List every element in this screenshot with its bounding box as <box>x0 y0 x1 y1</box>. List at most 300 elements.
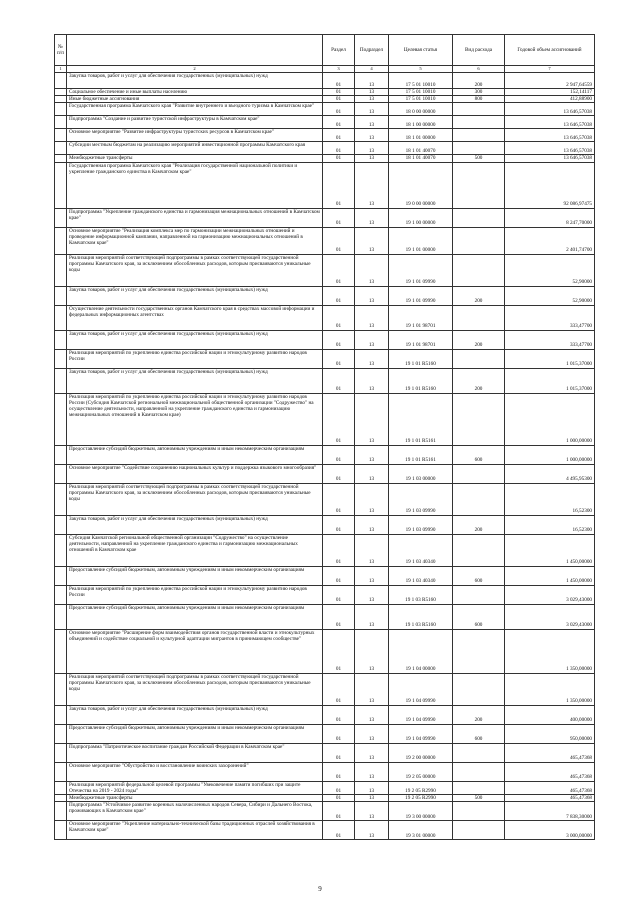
row-amount-cell: 3 029,43000 <box>505 604 595 629</box>
row-name-cell: Межбюджетные трансферты <box>67 795 323 802</box>
table-row <box>55 629 595 673</box>
row-podrazdel-cell: 13 <box>355 89 389 96</box>
row-expense-type-cell <box>453 227 505 254</box>
row-number-cell <box>55 142 67 155</box>
row-name-cell: Основное мероприятие "Укрепление материально-технической базы традиционных отраслей хозяйствования в Камчатском крае" <box>67 821 323 840</box>
row-podrazdel-cell: 13 <box>355 208 389 227</box>
row-podrazdel-cell: 13 <box>355 368 389 393</box>
row-target-article-cell: 19 1 03 40340 <box>389 534 453 566</box>
row-number-cell <box>55 821 67 840</box>
row-podrazdel-cell: 13 <box>355 305 389 330</box>
column-number: 5 <box>389 66 453 73</box>
row-amount-cell: 13 646,57038 <box>505 142 595 155</box>
row-name-cell: Реализация мероприятий соответствующей подпрограммы в рамках соответствующей государственной программы Камчатского края, за исключением обособленных расходов, которым присваиваются уникальные коды <box>67 254 323 286</box>
table-row <box>55 162 595 208</box>
table-row <box>55 116 595 129</box>
row-podrazdel-cell: 13 <box>355 673 389 705</box>
column-number: 3 <box>323 66 355 73</box>
row-name-cell: Закупка товаров, работ и услуг для обеспечения государственных (муниципальных) нужд <box>67 515 323 534</box>
row-amount-cell: 1 000,00000 <box>505 445 595 464</box>
row-razdel-cell: 01 <box>323 445 355 464</box>
row-name-cell: Основное мероприятие "Обустройство и восстановление воинских захоронений" <box>67 762 323 781</box>
row-amount-cell: 13 646,57038 <box>505 103 595 116</box>
budget-table <box>54 34 595 840</box>
row-number-cell <box>55 73 67 89</box>
row-target-article-cell: 19 1 03 00000 <box>389 464 453 483</box>
row-expense-type-cell <box>453 464 505 483</box>
row-number-cell <box>55 254 67 286</box>
budget-table-wrapper <box>54 34 594 840</box>
row-target-article-cell: 18 1 01 40070 <box>389 155 453 162</box>
row-expense-type-cell <box>453 629 505 673</box>
row-amount-cell: 412,88900 <box>505 96 595 103</box>
row-expense-type-cell <box>453 349 505 368</box>
row-podrazdel-cell: 13 <box>355 330 389 349</box>
row-razdel-cell: 01 <box>323 208 355 227</box>
row-podrazdel-cell: 13 <box>355 483 389 515</box>
row-podrazdel-cell: 13 <box>355 781 389 794</box>
row-number-cell <box>55 795 67 802</box>
row-number-cell <box>55 724 67 743</box>
row-razdel-cell: 01 <box>323 286 355 305</box>
table-row <box>55 286 595 305</box>
row-amount-cell: 333,47700 <box>505 330 595 349</box>
row-podrazdel-cell: 13 <box>355 73 389 89</box>
row-target-article-cell: 17 5 01 10010 <box>389 73 453 89</box>
table-row <box>55 464 595 483</box>
table-row <box>55 795 595 802</box>
table-row <box>55 129 595 142</box>
page-number: 9 <box>318 885 322 893</box>
row-number-cell <box>55 762 67 781</box>
row-target-article-cell: 19 1 01 00000 <box>389 227 453 254</box>
row-name-cell: Межбюджетные трансферты <box>67 155 323 162</box>
row-razdel-cell: 01 <box>323 705 355 724</box>
table-row <box>55 155 595 162</box>
header-expense-type: Вид расхода <box>453 35 505 66</box>
row-target-article-cell: 19 1 01 R5160 <box>389 368 453 393</box>
row-target-article-cell: 19 1 03 09990 <box>389 515 453 534</box>
row-amount-cell: 13 646,57038 <box>505 116 595 129</box>
row-amount-cell: 465,47368 <box>505 781 595 794</box>
column-number-row <box>55 66 595 73</box>
row-expense-type-cell: 800 <box>453 96 505 103</box>
row-expense-type-cell <box>453 534 505 566</box>
row-razdel-cell: 01 <box>323 254 355 286</box>
row-number-cell <box>55 802 67 821</box>
row-name-cell: Основное мероприятие "Реализация комплекса мер по гармонизации межнациональных отношений и проведение информационной кампании, направленной на гармонизацию межнациональных отношений в Камчатском крае" <box>67 227 323 254</box>
row-target-article-cell: 19 1 03 R5160 <box>389 585 453 604</box>
row-name-cell: Подпрограмма "Устойчивое развитие коренных малочисленных народов Севера, Сибири и Дальнего Востока, проживающих в Камчатском крае" <box>67 802 323 821</box>
row-amount-cell: 8 247,70000 <box>505 208 595 227</box>
row-number-cell <box>55 515 67 534</box>
row-amount-cell: 92 086,97475 <box>505 162 595 208</box>
table-row <box>55 254 595 286</box>
row-target-article-cell: 19 2 05 R2990 <box>389 781 453 794</box>
row-expense-type-cell <box>453 762 505 781</box>
row-amount-cell: 4 495,95300 <box>505 464 595 483</box>
table-row <box>55 208 595 227</box>
table-row <box>55 368 595 393</box>
row-name-cell: Предоставление субсидий бюджетным, автономным учреждениям и иным некоммерческим организациям <box>67 604 323 629</box>
row-razdel-cell: 01 <box>323 762 355 781</box>
row-number-cell <box>55 393 67 445</box>
row-amount-cell: 3 000,00000 <box>505 821 595 840</box>
row-target-article-cell: 19 1 04 09990 <box>389 673 453 705</box>
row-razdel-cell: 01 <box>323 604 355 629</box>
row-expense-type-cell <box>453 821 505 840</box>
column-number: 1 <box>55 66 67 73</box>
table-row <box>55 724 595 743</box>
table-row <box>55 349 595 368</box>
table-row <box>55 89 595 96</box>
row-podrazdel-cell: 13 <box>355 604 389 629</box>
row-razdel-cell: 01 <box>323 724 355 743</box>
row-amount-cell: 13 646,57038 <box>505 155 595 162</box>
row-podrazdel-cell: 13 <box>355 254 389 286</box>
table-row <box>55 566 595 585</box>
row-amount-cell: 7 838,30000 <box>505 802 595 821</box>
table-body <box>55 73 595 840</box>
row-podrazdel-cell: 13 <box>355 762 389 781</box>
row-razdel-cell: 01 <box>323 305 355 330</box>
row-target-article-cell: 19 1 01 R5160 <box>389 349 453 368</box>
table-header <box>55 35 595 73</box>
row-target-article-cell: 19 1 03 09990 <box>389 483 453 515</box>
row-podrazdel-cell: 13 <box>355 155 389 162</box>
row-razdel-cell: 01 <box>323 73 355 89</box>
column-number: 7 <box>505 66 595 73</box>
row-podrazdel-cell: 13 <box>355 349 389 368</box>
row-expense-type-cell: 600 <box>453 445 505 464</box>
row-razdel-cell: 01 <box>323 585 355 604</box>
table-row <box>55 705 595 724</box>
row-target-article-cell: 18 1 00 00000 <box>389 116 453 129</box>
row-target-article-cell: 19 1 04 09990 <box>389 705 453 724</box>
row-number-cell <box>55 743 67 762</box>
row-razdel-cell: 01 <box>323 483 355 515</box>
row-number-cell <box>55 585 67 604</box>
row-amount-cell: 3 029,43000 <box>505 585 595 604</box>
row-name-cell: Реализация мероприятий по укреплению единства российской нации и этнокультурному развитию народов России <box>67 585 323 604</box>
row-target-article-cell: 19 1 01 R5161 <box>389 445 453 464</box>
header-podrazdel: Подраздел <box>355 35 389 66</box>
row-razdel-cell: 01 <box>323 349 355 368</box>
row-target-article-cell: 18 1 01 00000 <box>389 129 453 142</box>
row-expense-type-cell <box>453 305 505 330</box>
row-amount-cell: 1 015,37000 <box>505 368 595 393</box>
table-row <box>55 821 595 840</box>
row-number-cell <box>55 330 67 349</box>
row-number-cell <box>55 103 67 116</box>
row-razdel-cell: 01 <box>323 103 355 116</box>
header-name <box>67 35 323 66</box>
row-expense-type-cell <box>453 393 505 445</box>
row-target-article-cell: 19 1 01 09990 <box>389 254 453 286</box>
row-amount-cell: 152,14117 <box>505 89 595 96</box>
row-expense-type-cell <box>453 743 505 762</box>
row-razdel-cell: 01 <box>323 802 355 821</box>
row-podrazdel-cell: 13 <box>355 802 389 821</box>
table-row <box>55 534 595 566</box>
row-number-cell <box>55 96 67 103</box>
row-target-article-cell: 19 2 05 00000 <box>389 762 453 781</box>
row-podrazdel-cell: 13 <box>355 566 389 585</box>
header-razdel: Раздел <box>323 35 355 66</box>
row-expense-type-cell: 300 <box>453 89 505 96</box>
row-expense-type-cell: 200 <box>453 73 505 89</box>
row-razdel-cell: 01 <box>323 142 355 155</box>
table-row <box>55 802 595 821</box>
row-podrazdel-cell: 13 <box>355 445 389 464</box>
row-amount-cell: 16,52300 <box>505 515 595 534</box>
row-expense-type-cell <box>453 142 505 155</box>
row-podrazdel-cell: 13 <box>355 464 389 483</box>
row-amount-cell: 1 350,00000 <box>505 673 595 705</box>
row-target-article-cell: 19 1 04 09990 <box>389 724 453 743</box>
row-razdel-cell: 01 <box>323 162 355 208</box>
row-amount-cell: 1 450,00000 <box>505 534 595 566</box>
row-amount-cell: 333,47700 <box>505 305 595 330</box>
row-podrazdel-cell: 13 <box>355 515 389 534</box>
row-podrazdel-cell: 13 <box>355 286 389 305</box>
row-podrazdel-cell: 13 <box>355 705 389 724</box>
row-name-cell: Основное мероприятие "Развитие инфраструктуры туристских ресурсов в Камчатском крае" <box>67 129 323 142</box>
row-number-cell <box>55 604 67 629</box>
row-expense-type-cell: 200 <box>453 515 505 534</box>
row-target-article-cell: 17 5 01 10010 <box>389 89 453 96</box>
row-name-cell: Реализация мероприятий по укреплению единства российской нации и этнокультурному развитию народов России (Субсидия Камчатской региональной межнациональной общественной организации "Содружество" на осуществление деятельности, направленной на укрепление гражданского единства и гармонизацию межнациональных отношений в Камчатском крае) <box>67 393 323 445</box>
row-expense-type-cell: 200 <box>453 286 505 305</box>
row-number-cell <box>55 208 67 227</box>
header-number: № п/п <box>55 35 67 66</box>
row-number-cell <box>55 483 67 515</box>
row-expense-type-cell <box>453 585 505 604</box>
row-target-article-cell: 19 1 01 98701 <box>389 330 453 349</box>
row-number-cell <box>55 227 67 254</box>
table-row <box>55 305 595 330</box>
row-expense-type-cell: 600 <box>453 604 505 629</box>
row-expense-type-cell: 200 <box>453 705 505 724</box>
row-amount-cell: 2 947,64559 <box>505 73 595 89</box>
row-amount-cell: 1 015,37000 <box>505 349 595 368</box>
column-number: 2 <box>67 66 323 73</box>
table-row <box>55 762 595 781</box>
row-podrazdel-cell: 13 <box>355 724 389 743</box>
table-row <box>55 515 595 534</box>
row-razdel-cell: 01 <box>323 673 355 705</box>
table-row <box>55 445 595 464</box>
row-target-article-cell: 19 1 00 00000 <box>389 208 453 227</box>
row-name-cell: Подпрограмма "Укрепление гражданского единства и гармонизация межнациональных отношений в Камчатском крае" <box>67 208 323 227</box>
row-target-article-cell: 19 1 01 R5161 <box>389 393 453 445</box>
table-row <box>55 330 595 349</box>
row-target-article-cell: 18 1 01 40070 <box>389 142 453 155</box>
row-podrazdel-cell: 13 <box>355 129 389 142</box>
row-target-article-cell: 19 0 00 00000 <box>389 162 453 208</box>
column-number: 6 <box>453 66 505 73</box>
column-number: 4 <box>355 66 389 73</box>
row-name-cell: Реализация мероприятий по укреплению единства российской нации и этнокультурному развитию народов России <box>67 349 323 368</box>
row-razdel-cell: 01 <box>323 155 355 162</box>
row-target-article-cell: 19 1 04 00000 <box>389 629 453 673</box>
row-podrazdel-cell: 13 <box>355 534 389 566</box>
row-expense-type-cell: 500 <box>453 155 505 162</box>
row-amount-cell: 1 000,00000 <box>505 393 595 445</box>
header-target-article: Целевая статья <box>389 35 453 66</box>
row-amount-cell: 13 646,57038 <box>505 129 595 142</box>
row-razdel-cell: 01 <box>323 629 355 673</box>
row-razdel-cell: 01 <box>323 330 355 349</box>
row-number-cell <box>55 286 67 305</box>
row-name-cell: Закупка товаров, работ и услуг для обеспечения государственных (муниципальных) нужд <box>67 73 323 89</box>
row-name-cell: Предоставление субсидий бюджетным, автономным учреждениям и иным некоммерческим организациям <box>67 724 323 743</box>
row-name-cell: Основное мероприятие "Содействие сохранению национальных культур и поддержка языкового многообразия" <box>67 464 323 483</box>
row-number-cell <box>55 705 67 724</box>
row-razdel-cell: 01 <box>323 368 355 393</box>
row-expense-type-cell <box>453 254 505 286</box>
row-razdel-cell: 01 <box>323 464 355 483</box>
row-name-cell: Основное мероприятие "Расширение форм взаимодействия органов государственной власти и этнокультурных объединений и содействие социальной и культурной адаптации мигрантов в принимающем сообществе" <box>67 629 323 673</box>
row-expense-type-cell: 200 <box>453 368 505 393</box>
table-row <box>55 743 595 762</box>
row-razdel-cell: 01 <box>323 89 355 96</box>
row-expense-type-cell <box>453 673 505 705</box>
header-annual-amount: Годовой объем ассигнований <box>505 35 595 66</box>
row-amount-cell: 52,90000 <box>505 254 595 286</box>
row-number-cell <box>55 155 67 162</box>
row-target-article-cell: 19 2 00 00000 <box>389 743 453 762</box>
row-name-cell: Государственная программа Камчатского края "Развитие внутреннего и въездного туризма в Камчатском крае" <box>67 103 323 116</box>
row-expense-type-cell <box>453 116 505 129</box>
row-razdel-cell: 01 <box>323 534 355 566</box>
row-name-cell: Подпрограмма "Создание и развитие туристской инфраструктуры в Камчатском крае" <box>67 116 323 129</box>
table-row <box>55 604 595 629</box>
row-podrazdel-cell: 13 <box>355 393 389 445</box>
row-razdel-cell: 01 <box>323 116 355 129</box>
table-row <box>55 673 595 705</box>
row-podrazdel-cell: 13 <box>355 116 389 129</box>
row-target-article-cell: 19 3 01 00000 <box>389 821 453 840</box>
row-name-cell: Закупка товаров, работ и услуг для обеспечения государственных (муниципальных) нужд <box>67 368 323 393</box>
row-name-cell: Субсидия Камчатской региональной общественной организации "Содружество" на осуществление деятельности, направленной на укрепление гражданского единства и гармонизацию межнациональных отношений в Камчатском крае <box>67 534 323 566</box>
row-target-article-cell: 17 5 01 10010 <box>389 96 453 103</box>
row-podrazdel-cell: 13 <box>355 585 389 604</box>
row-expense-type-cell <box>453 802 505 821</box>
row-number-cell <box>55 464 67 483</box>
row-name-cell: Предоставление субсидий бюджетным, автономным учреждениям и иным некоммерческим организациям <box>67 566 323 585</box>
row-podrazdel-cell: 13 <box>355 103 389 116</box>
row-target-article-cell: 19 3 00 00000 <box>389 802 453 821</box>
row-name-cell: Государственная программа Камчатского края "Реализация государственной национальной политики и укрепление гражданского единства в Камчатском крае" <box>67 162 323 208</box>
row-amount-cell: 465,47368 <box>505 795 595 802</box>
table-row <box>55 103 595 116</box>
table-row <box>55 142 595 155</box>
row-amount-cell: 465,47368 <box>505 762 595 781</box>
row-name-cell: Подпрограмма "Патриотическое воспитание граждан Российской Федерации в Камчатском крае" <box>67 743 323 762</box>
row-name-cell: Субсидии местным бюджетам на реализацию мероприятий инвестиционной программы Камчатского края <box>67 142 323 155</box>
row-podrazdel-cell: 13 <box>355 96 389 103</box>
row-razdel-cell: 01 <box>323 129 355 142</box>
row-number-cell <box>55 629 67 673</box>
row-name-cell: Осуществление деятельности государственных органов Камчатского края в средствах массовой информации и федеральных информационных агентствах <box>67 305 323 330</box>
table-row <box>55 781 595 794</box>
row-amount-cell: 1 450,00000 <box>505 566 595 585</box>
row-number-cell <box>55 116 67 129</box>
row-razdel-cell: 01 <box>323 781 355 794</box>
row-number-cell <box>55 162 67 208</box>
row-expense-type-cell <box>453 129 505 142</box>
row-target-article-cell: 18 0 00 00000 <box>389 103 453 116</box>
row-name-cell: Закупка товаров, работ и услуг для обеспечения государственных (муниципальных) нужд <box>67 705 323 724</box>
row-expense-type-cell: 500 <box>453 795 505 802</box>
row-podrazdel-cell: 13 <box>355 142 389 155</box>
row-podrazdel-cell: 13 <box>355 795 389 802</box>
row-razdel-cell: 01 <box>323 96 355 103</box>
row-number-cell <box>55 445 67 464</box>
row-name-cell: Реализация мероприятий федеральной целевой программы "Увековечение памяти погибших при защите Отечества на 2019 - 2024 годы" <box>67 781 323 794</box>
row-amount-cell: 1 350,00000 <box>505 629 595 673</box>
row-podrazdel-cell: 13 <box>355 821 389 840</box>
row-expense-type-cell <box>453 781 505 794</box>
row-target-article-cell: 19 1 01 98701 <box>389 305 453 330</box>
row-number-cell <box>55 305 67 330</box>
table-row <box>55 73 595 89</box>
row-expense-type-cell <box>453 162 505 208</box>
row-razdel-cell: 01 <box>323 393 355 445</box>
row-expense-type-cell: 600 <box>453 566 505 585</box>
table-row <box>55 483 595 515</box>
row-amount-cell: 52,90000 <box>505 286 595 305</box>
row-name-cell: Иные бюджетные ассигнования <box>67 96 323 103</box>
row-name-cell: Социальное обеспечение и иные выплаты населению <box>67 89 323 96</box>
row-amount-cell: 950,00000 <box>505 724 595 743</box>
row-razdel-cell: 01 <box>323 795 355 802</box>
row-amount-cell: 400,00000 <box>505 705 595 724</box>
header-row <box>55 35 595 66</box>
table-row <box>55 585 595 604</box>
row-name-cell: Реализация мероприятий соответствующей подпрограммы в рамках соответствующей государственной программы Камчатского края, за исключением обособленных расходов, которым присваиваются уникальные коды <box>67 673 323 705</box>
row-expense-type-cell <box>453 483 505 515</box>
row-target-article-cell: 19 1 03 40340 <box>389 566 453 585</box>
table-row <box>55 96 595 103</box>
table-row <box>55 393 595 445</box>
row-amount-cell: 16,52300 <box>505 483 595 515</box>
row-number-cell <box>55 129 67 142</box>
row-target-article-cell: 19 2 05 R2990 <box>389 795 453 802</box>
row-podrazdel-cell: 13 <box>355 227 389 254</box>
row-number-cell <box>55 368 67 393</box>
row-expense-type-cell <box>453 208 505 227</box>
row-podrazdel-cell: 13 <box>355 162 389 208</box>
row-razdel-cell: 01 <box>323 821 355 840</box>
row-name-cell: Закупка товаров, работ и услуг для обеспечения государственных (муниципальных) нужд <box>67 330 323 349</box>
row-target-article-cell: 19 1 03 R5160 <box>389 604 453 629</box>
row-number-cell <box>55 781 67 794</box>
row-name-cell: Предоставление субсидий бюджетным, автономным учреждениям и иным некоммерческим организациям <box>67 445 323 464</box>
row-target-article-cell: 19 1 01 09990 <box>389 286 453 305</box>
row-name-cell: Реализация мероприятий соответствующей подпрограммы в рамках соответствующей государственной программы Камчатского края, за исключением обособленных расходов, которым присваиваются уникальные коды <box>67 483 323 515</box>
row-expense-type-cell: 200 <box>453 330 505 349</box>
row-number-cell <box>55 566 67 585</box>
table-row <box>55 227 595 254</box>
row-razdel-cell: 01 <box>323 743 355 762</box>
row-number-cell <box>55 349 67 368</box>
row-number-cell <box>55 89 67 96</box>
row-podrazdel-cell: 13 <box>355 743 389 762</box>
row-number-cell <box>55 534 67 566</box>
row-amount-cell: 2 401,74700 <box>505 227 595 254</box>
